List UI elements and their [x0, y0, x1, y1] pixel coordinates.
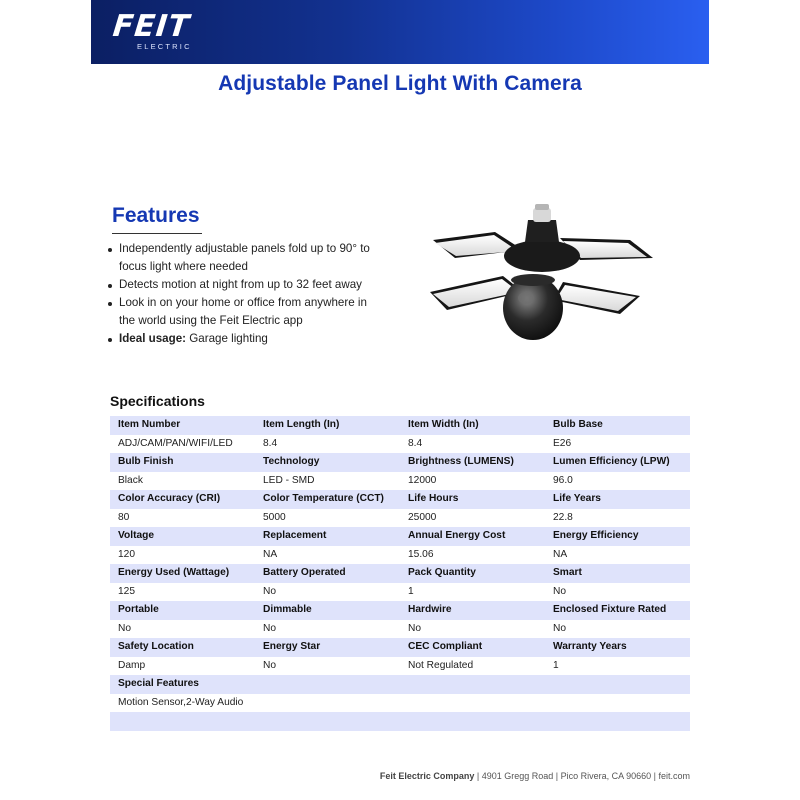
spec-value-row — [110, 435, 690, 454]
spec-value: E26 — [545, 435, 690, 454]
spec-value: No — [255, 620, 400, 639]
spec-label: Battery Operated — [255, 564, 400, 583]
spec-label: Special Features — [110, 675, 255, 694]
spec-value: 12000 — [400, 472, 545, 491]
spec-label: Replacement — [255, 527, 400, 546]
specifications-table — [110, 416, 690, 731]
spec-label: Safety Location — [110, 638, 255, 657]
ideal-usage-value: Garage lighting — [189, 332, 268, 345]
spec-value: No — [110, 620, 255, 639]
spec-value-row — [110, 546, 690, 565]
feature-list — [107, 240, 372, 348]
spec-header-row — [110, 416, 690, 435]
spec-label: Brightness (LUMENS) — [400, 453, 545, 472]
spec-value — [255, 694, 400, 713]
spec-label: Pack Quantity — [400, 564, 545, 583]
spec-value: 8.4 — [400, 435, 545, 454]
logo-word: FEIT — [111, 9, 192, 44]
spec-label: Color Accuracy (CRI) — [110, 490, 255, 509]
spec-label — [255, 712, 400, 731]
spec-value-row — [110, 472, 690, 491]
spec-value: No — [400, 620, 545, 639]
spec-label: Bulb Base — [545, 416, 690, 435]
spec-label: Technology — [255, 453, 400, 472]
spec-label — [545, 675, 690, 694]
spec-label: Dimmable — [255, 601, 400, 620]
spec-value-row — [110, 694, 690, 713]
spec-value: 120 — [110, 546, 255, 565]
spec-label — [110, 712, 255, 731]
footer-company: Feit Electric Company — [379, 771, 475, 781]
item-number-link[interactable]: ADJ/CAM/PAN/WIFI/LED — [110, 435, 255, 454]
spec-label — [255, 675, 400, 694]
spec-label — [545, 712, 690, 731]
features-heading: Features — [112, 204, 200, 227]
spec-value: No — [255, 583, 400, 602]
spec-value: NA — [255, 546, 400, 565]
spec-label: Portable — [110, 601, 255, 620]
spec-label: Smart — [545, 564, 690, 583]
spec-value: 125 — [110, 583, 255, 602]
feit-electric-logo — [111, 9, 213, 51]
spec-label: Life Years — [545, 490, 690, 509]
feature-item: Look in on your home or office from anywhere in the world using the Feit Electric app — [107, 294, 372, 330]
spec-value: No — [255, 657, 400, 676]
spec-value: Black — [110, 472, 255, 491]
spec-label — [400, 712, 545, 731]
spec-header-row — [110, 712, 690, 731]
features-underline — [112, 233, 202, 234]
spec-value: Motion Sensor,2-Way Audio — [110, 694, 255, 713]
spec-label: Energy Star — [255, 638, 400, 657]
spec-label: Item Length (In) — [255, 416, 400, 435]
spec-value-row — [110, 509, 690, 528]
spec-header-row — [110, 601, 690, 620]
spec-value: No — [545, 583, 690, 602]
spec-value-row — [110, 657, 690, 676]
product-image — [425, 200, 660, 345]
feature-item: Detects motion at night from up to 32 feet away — [107, 276, 372, 294]
spec-header-row — [110, 638, 690, 657]
spec-value: 25000 — [400, 509, 545, 528]
spec-header-row — [110, 453, 690, 472]
spec-label: Hardwire — [400, 601, 545, 620]
spec-label: Annual Energy Cost — [400, 527, 545, 546]
spec-label: CEC Compliant — [400, 638, 545, 657]
spec-label: Energy Efficiency — [545, 527, 690, 546]
product-title: Adjustable Panel Light With Camera — [218, 72, 582, 95]
spec-value: Damp — [110, 657, 255, 676]
header-banner — [91, 0, 709, 64]
spec-value: LED - SMD — [255, 472, 400, 491]
logo-subtext: ELECTRIC — [137, 42, 192, 51]
spec-label: Enclosed Fixture Rated — [545, 601, 690, 620]
spec-value: 1 — [545, 657, 690, 676]
feature-item: Independently adjustable panels fold up to 90° to focus light where needed — [107, 240, 372, 276]
spec-label: Voltage — [110, 527, 255, 546]
spec-value: 80 — [110, 509, 255, 528]
spec-header-row — [110, 490, 690, 509]
spec-value: 1 — [400, 583, 545, 602]
spec-label: Lumen Efficiency (LPW) — [545, 453, 690, 472]
spec-value: 22.8 — [545, 509, 690, 528]
spec-label: Item Number — [110, 416, 255, 435]
spec-value: No — [545, 620, 690, 639]
spec-header-row — [110, 527, 690, 546]
footer-website-link[interactable]: feit.com — [658, 771, 690, 781]
spec-label: Energy Used (Wattage) — [110, 564, 255, 583]
feature-item-ideal-usage — [107, 330, 372, 348]
spec-value — [545, 694, 690, 713]
spec-value — [400, 694, 545, 713]
footer — [380, 771, 690, 781]
spec-label: Life Hours — [400, 490, 545, 509]
spec-value: 8.4 — [255, 435, 400, 454]
spec-value: 15.06 — [400, 546, 545, 565]
spec-value: NA — [545, 546, 690, 565]
spec-value: 5000 — [255, 509, 400, 528]
spec-label — [400, 675, 545, 694]
spec-label: Color Temperature (CCT) — [255, 490, 400, 509]
spec-label: Item Width (In) — [400, 416, 545, 435]
spec-header-row — [110, 675, 690, 694]
spec-label: Bulb Finish — [110, 453, 255, 472]
footer-address: | 4901 Gregg Road | Pico Rivera, CA 90660 | — [474, 771, 659, 781]
spec-value: Not Regulated — [400, 657, 545, 676]
ideal-usage-label: Ideal usage: — [119, 332, 187, 345]
spec-value: 96.0 — [545, 472, 690, 491]
spec-label: Warranty Years — [545, 638, 690, 657]
specifications-heading: Specifications — [110, 393, 205, 409]
spec-header-row — [110, 564, 690, 583]
spec-value-row — [110, 620, 690, 639]
spec-value-row — [110, 583, 690, 602]
